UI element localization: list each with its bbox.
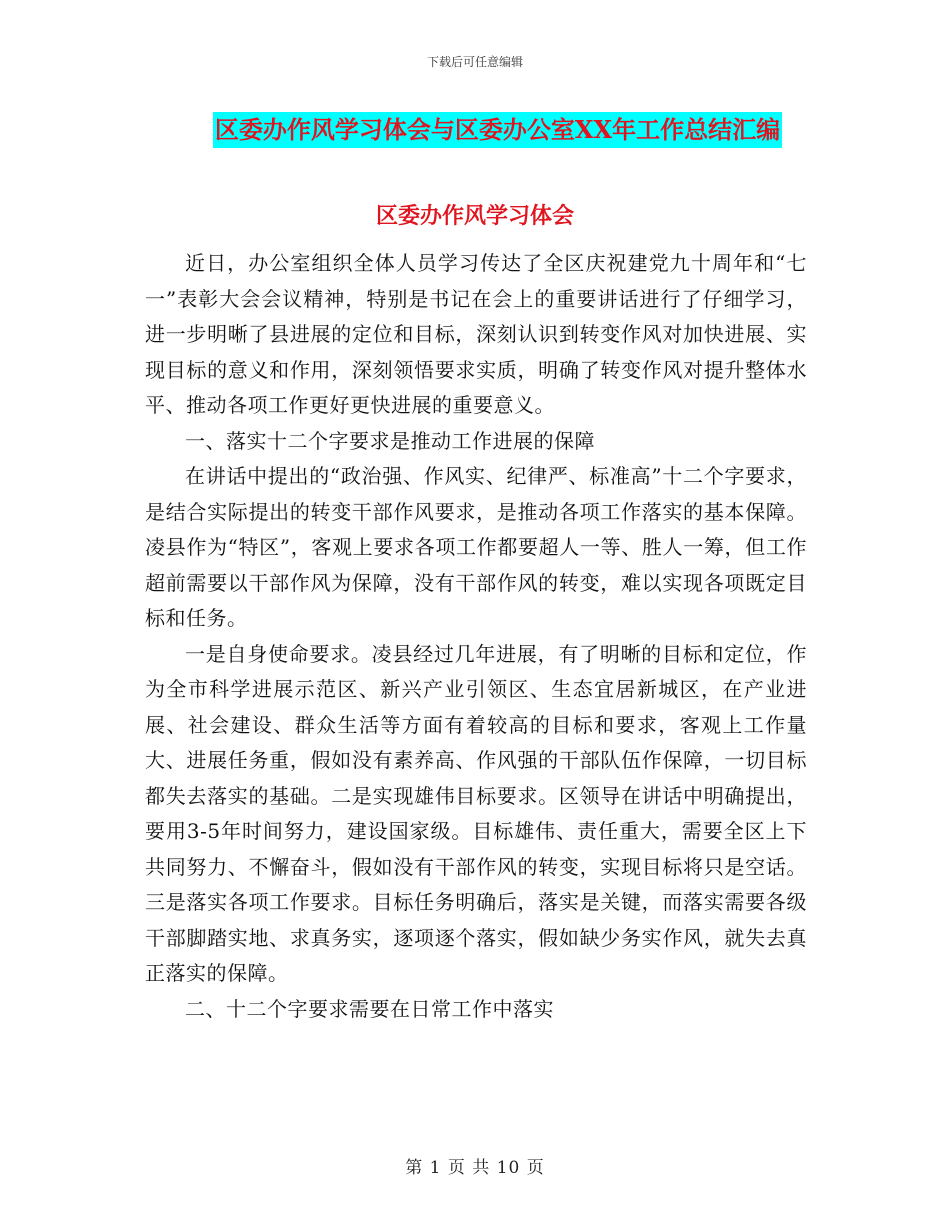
header-note: 下载后可任意编辑 — [426, 55, 523, 69]
document-title-container — [0, 112, 950, 148]
paragraph-heading: 一、落实十二个字要求是推动工作进展的保障 — [185, 428, 595, 453]
section-title: 区委办作风学习体会 — [375, 203, 574, 229]
paragraph: 一是自身使命要求。凌县经过几年进展，有了明晰的目标和定位，作为全市科学进展示范区、新兴产业引领区、生态宜居新城区，在产业进展、社会建设、群众生活等方面有着较高的目标和要求，客观上工作量大、进展任务重，假如没有素养高、作风强的干部队伍作保障，一切目标都失去落实的基础。二是实现雄伟目标要求。区领导在讲话中明确提出，要用3-5年时间努力，建设国家级。目标雄伟、责任重大，需要全区上下共同努力、不懈奋斗，假如没有干部作风的转变，实现目标将只是空话。三是落实各项工作要求。目标任务明确后，落实是关键，而落实需要各级干部脚踏实地、求真务实，逐项逐个落实，假如缺少务实作风，就失去真正落实的保障。 — [145, 641, 807, 985]
document-body — [145, 246, 807, 1027]
paragraph-heading: 二、十二个字要求需要在日常工作中落实 — [185, 996, 554, 1021]
paragraph: 在讲话中提出的“政治强、作风实、纪律严、标准高”十二个字要求，是结合实际提出的转变干部作风要求，是推动各项工作落实的基本保障。凌县作为“特区”，客观上要求各项工作都要超人一等、胜人一筹，但工作超前需要以干部作风为保障，没有干部作风的转变，难以实现各项既定目标和任务。 — [145, 464, 807, 630]
document-title: 区委办作风学习体会与区委办公室XX年工作总结汇编 — [213, 112, 782, 148]
page-footer: 第 1 页 共 10 页 — [405, 1158, 545, 1178]
paragraph: 近日，办公室组织全体人员学习传达了全区庆祝建党九十周年和“七一”表彰大会会议精神，特别是书记在会上的重要讲话进行了仔细学习，进一步明晰了县进展的定位和目标，深刻认识到转变作风对加快进展、实现目标的意义和作用，深刻领悟要求实质，明确了转变作风对提升整体水平、推动各项工作更好更快进展的重要意义。 — [145, 251, 807, 417]
